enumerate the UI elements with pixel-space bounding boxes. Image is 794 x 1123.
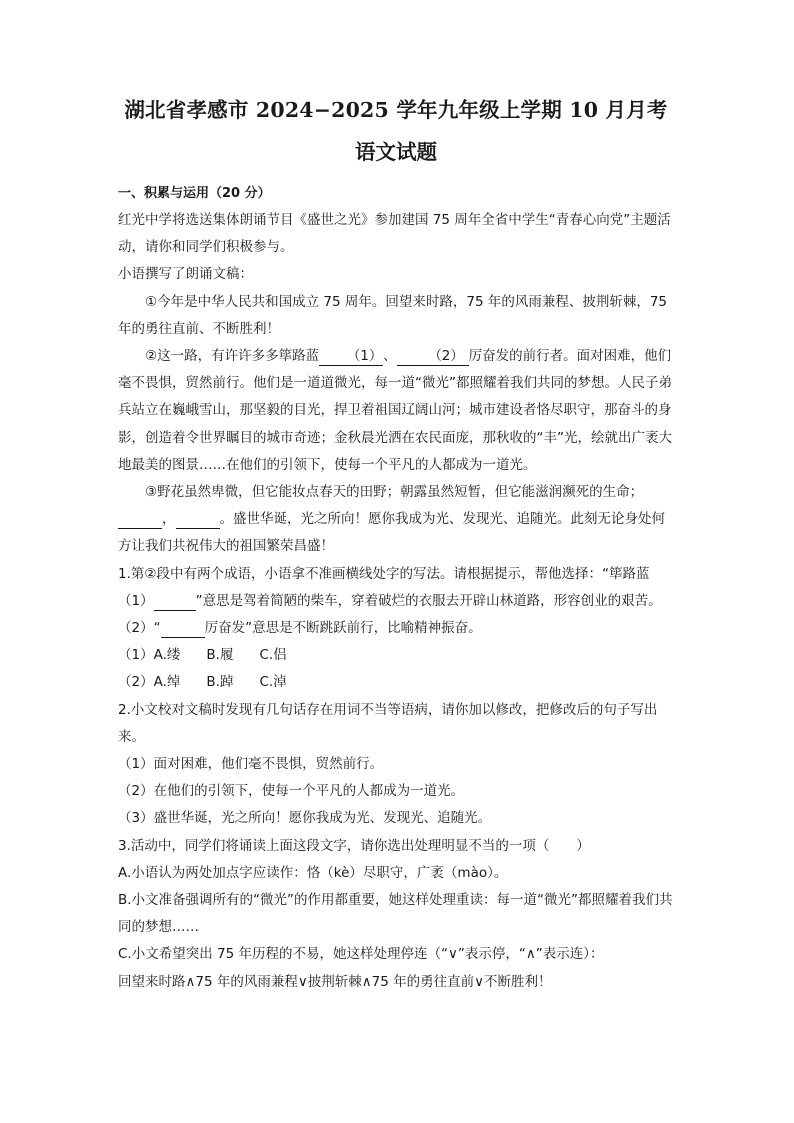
option: C.淖 <box>259 674 287 691</box>
question-1-part-c: 厉奋发”意思是不断跳跃前行，比喻精神振奋。 <box>204 620 482 637</box>
q1-blank-2 <box>161 619 205 638</box>
blank-3 <box>118 510 162 529</box>
question-1-part-b: ”意思是驾着简陋的柴车，穿着破烂的衣服去开辟山林道路，形容创业的艰苦。（2）“ <box>118 592 662 637</box>
q1-blank-1 <box>154 592 196 611</box>
option: B.履 <box>206 647 234 664</box>
paragraph-3 <box>118 479 674 561</box>
section-heading: 一、积累与运用（20 分） <box>118 186 271 201</box>
paragraph-1: ①今年是中华人民共和国成立 75 周年。回望来时路，75 年的风雨兼程、披荆斩棘，75 年的勇往直前、不断胜利！ <box>118 293 668 337</box>
question-1 <box>118 561 674 643</box>
question-3: 3.活动中，同学们将诵读上面这段文字，请你选出处理明显不当的一项（ ） <box>118 837 590 854</box>
paragraph-3-separator: ， <box>162 511 176 528</box>
question-2: 2.小文校对文稿时发现有几句话存在用词不当等语病，请你加以修改，把修改后的句子写出来。 <box>118 701 658 745</box>
draft-intro: 小语撰写了朗诵文稿： <box>118 266 253 283</box>
blank-2: （2） <box>397 347 469 366</box>
q1-options-1 <box>118 642 674 669</box>
option: B.踔 <box>206 674 234 691</box>
q3-option-c: C.小文希望突出 75 年历程的不易，她这样处理停连（“∨”表示停，“∧”表示连）： <box>118 946 604 963</box>
paragraph-2 <box>118 343 674 479</box>
q1-options-2 <box>118 669 674 696</box>
paragraph-3-rest: 。盛世华诞，光之所向！愿你我成为光、发现光、追随光。此刻无论身处何方让我们共祝伟大的祖国繁荣昌盛！ <box>118 511 665 555</box>
option: （2）A.绰 <box>118 674 181 691</box>
q3-option-b: B.小文准备强调所有的“微光”的作用都重要，她这样处理重读：每一道“微光”都照耀着我们共同的梦想…… <box>118 892 673 936</box>
intro-paragraph: 红光中学将选送集体朗诵节目《盛世之光》参加建国 75 周年全省中学生“青春心向党”主题活动，请你和同学们积极参与。 <box>118 212 671 256</box>
paragraph-2-start: ②这一路，有许许多多筚路蓝 <box>145 348 320 365</box>
blank-4 <box>176 510 220 529</box>
q2-item: （2）在他们的引领下，使每一个平凡的人都成为一道光。 <box>118 783 465 800</box>
paragraph-2-rest: 厉奋发的前行者。面对困难，他们毫不畏惧，贸然前行。他们是一道道微光，每一道“微光”都照耀着我们共同的梦想。人民子弟兵站立在巍峨雪山，那坚毅的目光，捍卫着祖国辽阔山河；城市建设者恪尽职守，那奋斗的身影，创造着令世界瞩目的城市奇迹；金秋晨光洒在农民面庞，那秋收的“丰”光，绘就出广袤大地最美的图景……在他们的引领下，使每一个平凡的人都成为一道光。 <box>118 348 672 473</box>
question-1-part-a: 1.第②段中有两个成语，小语拿不准画横线处字的写法。请根据提示，帮他选择：“筚路蓝（1） <box>118 565 650 609</box>
option: C.侣 <box>259 647 287 664</box>
paragraph-3-start: ③野花虽然卑微，但它能妆点春天的田野；朝露虽然短暂，但它能滋润濒死的生命； <box>145 484 644 501</box>
q3-option-a: A.小语认为两处加点字应读作：恪（kè）尽职守，广袤（mào）。 <box>118 864 508 881</box>
blank-separator: 、 <box>383 348 397 365</box>
page-subtitle: 语文试题 <box>355 140 437 164</box>
q2-item: （1）面对困难，他们毫不畏惧，贸然前行。 <box>118 756 384 773</box>
page-title: 湖北省孝感市 2024−2025 学年九年级上学期 10 月月考 <box>124 98 668 122</box>
q2-item: （3）盛世华诞，光之所向！愿你我成为光、发现光、追随光。 <box>118 810 492 827</box>
option: （1）A.缕 <box>118 647 181 664</box>
q3-option-c-text: 回望来时路∧75 年的风雨兼程∨披荆斩棘∧75 年的勇往直前∨不断胜利！ <box>118 973 552 990</box>
blank-1: （1） <box>319 347 383 366</box>
